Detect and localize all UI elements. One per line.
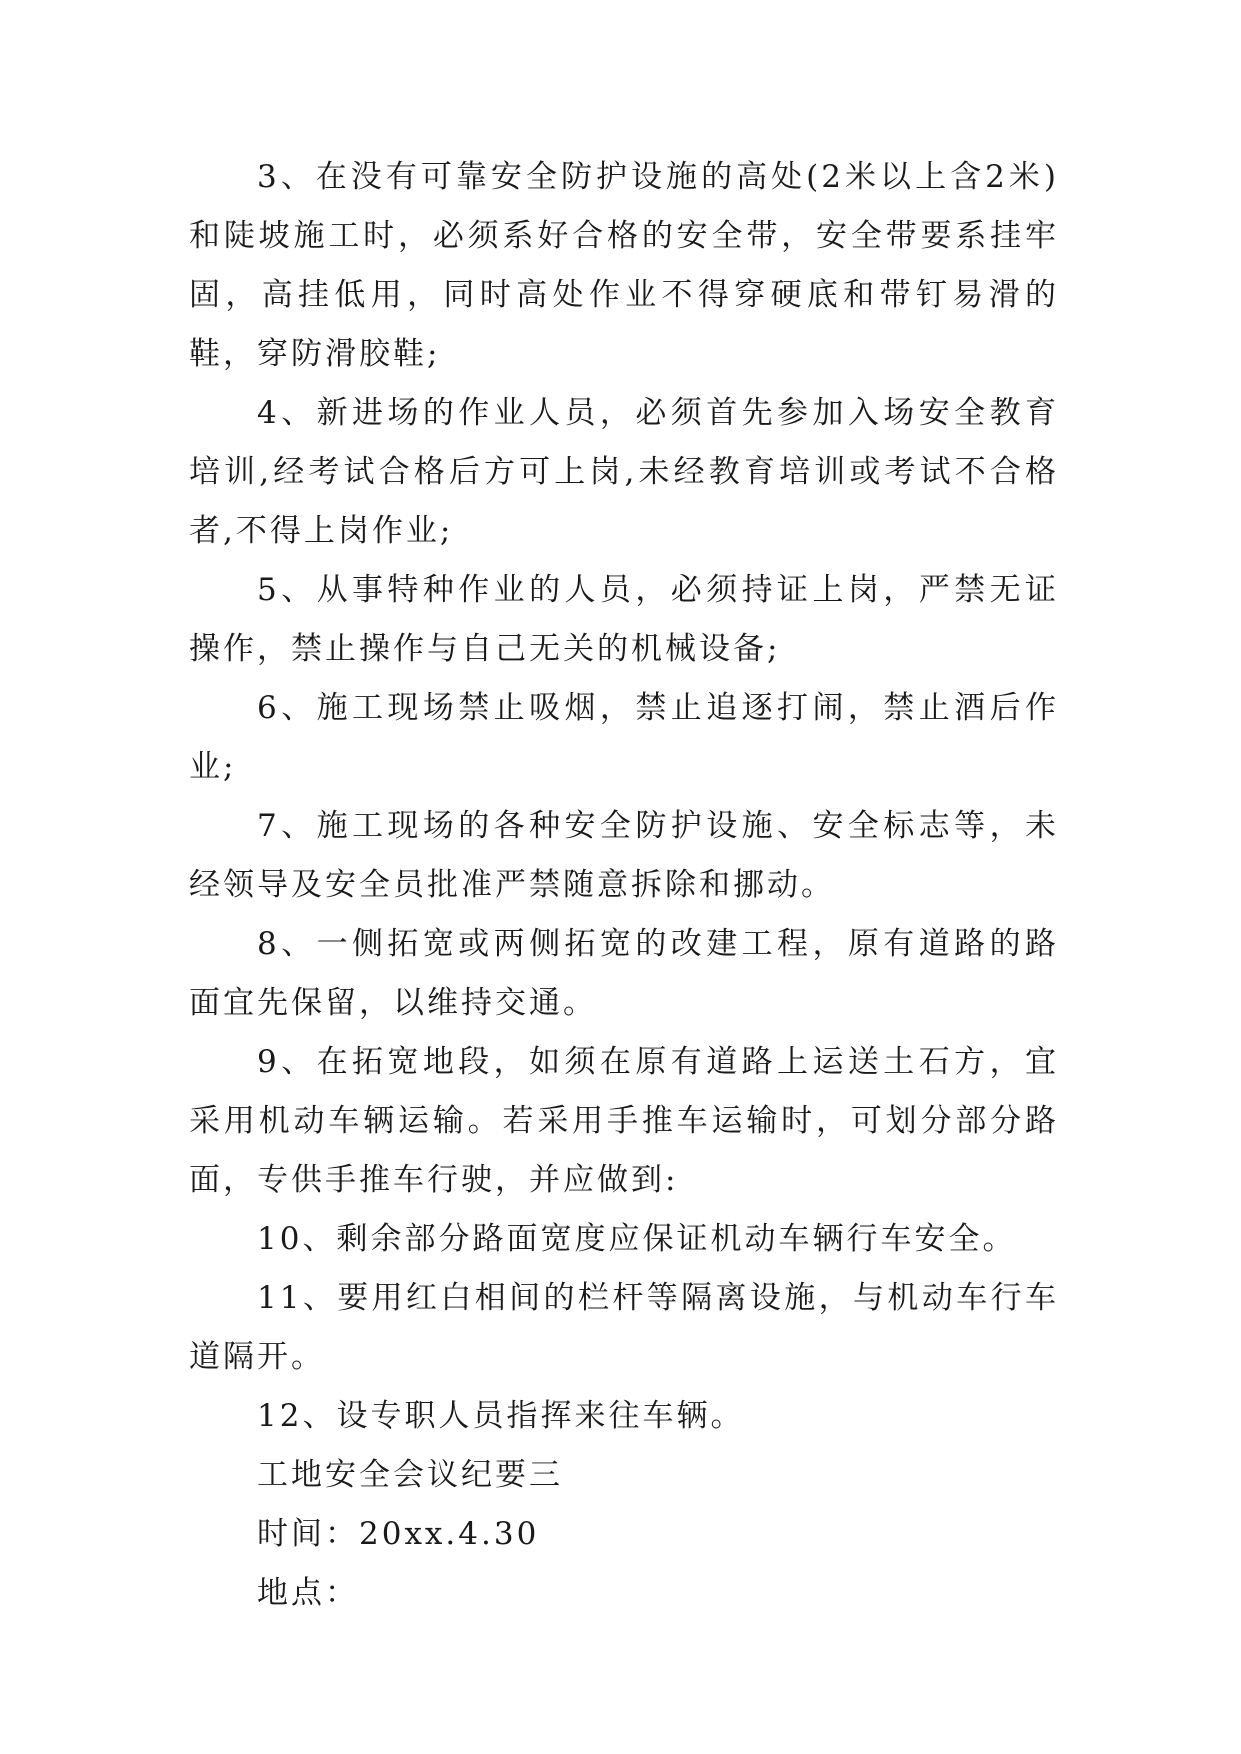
section-heading: 工地安全会议纪要三 bbox=[257, 1457, 563, 1493]
paragraph-item-6: 6、施工现场禁止吸烟，禁止追逐打闹，禁止酒后作业; bbox=[189, 690, 1059, 785]
meeting-location: 地点： bbox=[257, 1575, 359, 1611]
paragraph-item-11: 11、要用红白相间的栏杆等隔离设施，与机动车行车道隔开。 bbox=[189, 1280, 1059, 1375]
paragraph-item-5: 5、从事特种作业的人员，必须持证上岗，严禁无证操作，禁止操作与自己无关的机械设备; bbox=[189, 572, 1059, 667]
paragraph-item-7: 7、施工现场的各种安全防护设施、安全标志等，未经领导及安全员批准严禁随意拆除和挪动。 bbox=[189, 808, 1059, 903]
paragraph-item-3: 3、在没有可靠安全防护设施的高处(2米以上含2米)和陡坡施工时，必须系好合格的安全带，安全带要系挂牢固，高挂低用，同时高处作业不得穿硬底和带钉易滑的鞋，穿防滑胶鞋; bbox=[189, 159, 1059, 372]
paragraph-item-8: 8、一侧拓宽或两侧拓宽的改建工程，原有道路的路面宜先保留，以维持交通。 bbox=[189, 926, 1059, 1021]
document-body bbox=[189, 148, 1059, 1623]
paragraph-item-4: 4、新进场的作业人员，必须首先参加入场安全教育培训,经考试合格后方可上岗,未经教育培训或考试不合格者,不得上岗作业; bbox=[189, 395, 1059, 549]
meeting-time: 时间：20xx.4.30 bbox=[257, 1516, 540, 1552]
paragraph-item-12: 12、设专职人员指挥来往车辆。 bbox=[257, 1398, 745, 1434]
paragraph-item-9: 9、在拓宽地段，如须在原有道路上运送土石方，宜采用机动车辆运输。若采用手推车运输时，可划分部分路面，专供手推车行驶，并应做到: bbox=[189, 1044, 1059, 1198]
paragraph-item-10: 10、剩余部分路面宽度应保证机动车辆行车安全。 bbox=[257, 1221, 1017, 1257]
